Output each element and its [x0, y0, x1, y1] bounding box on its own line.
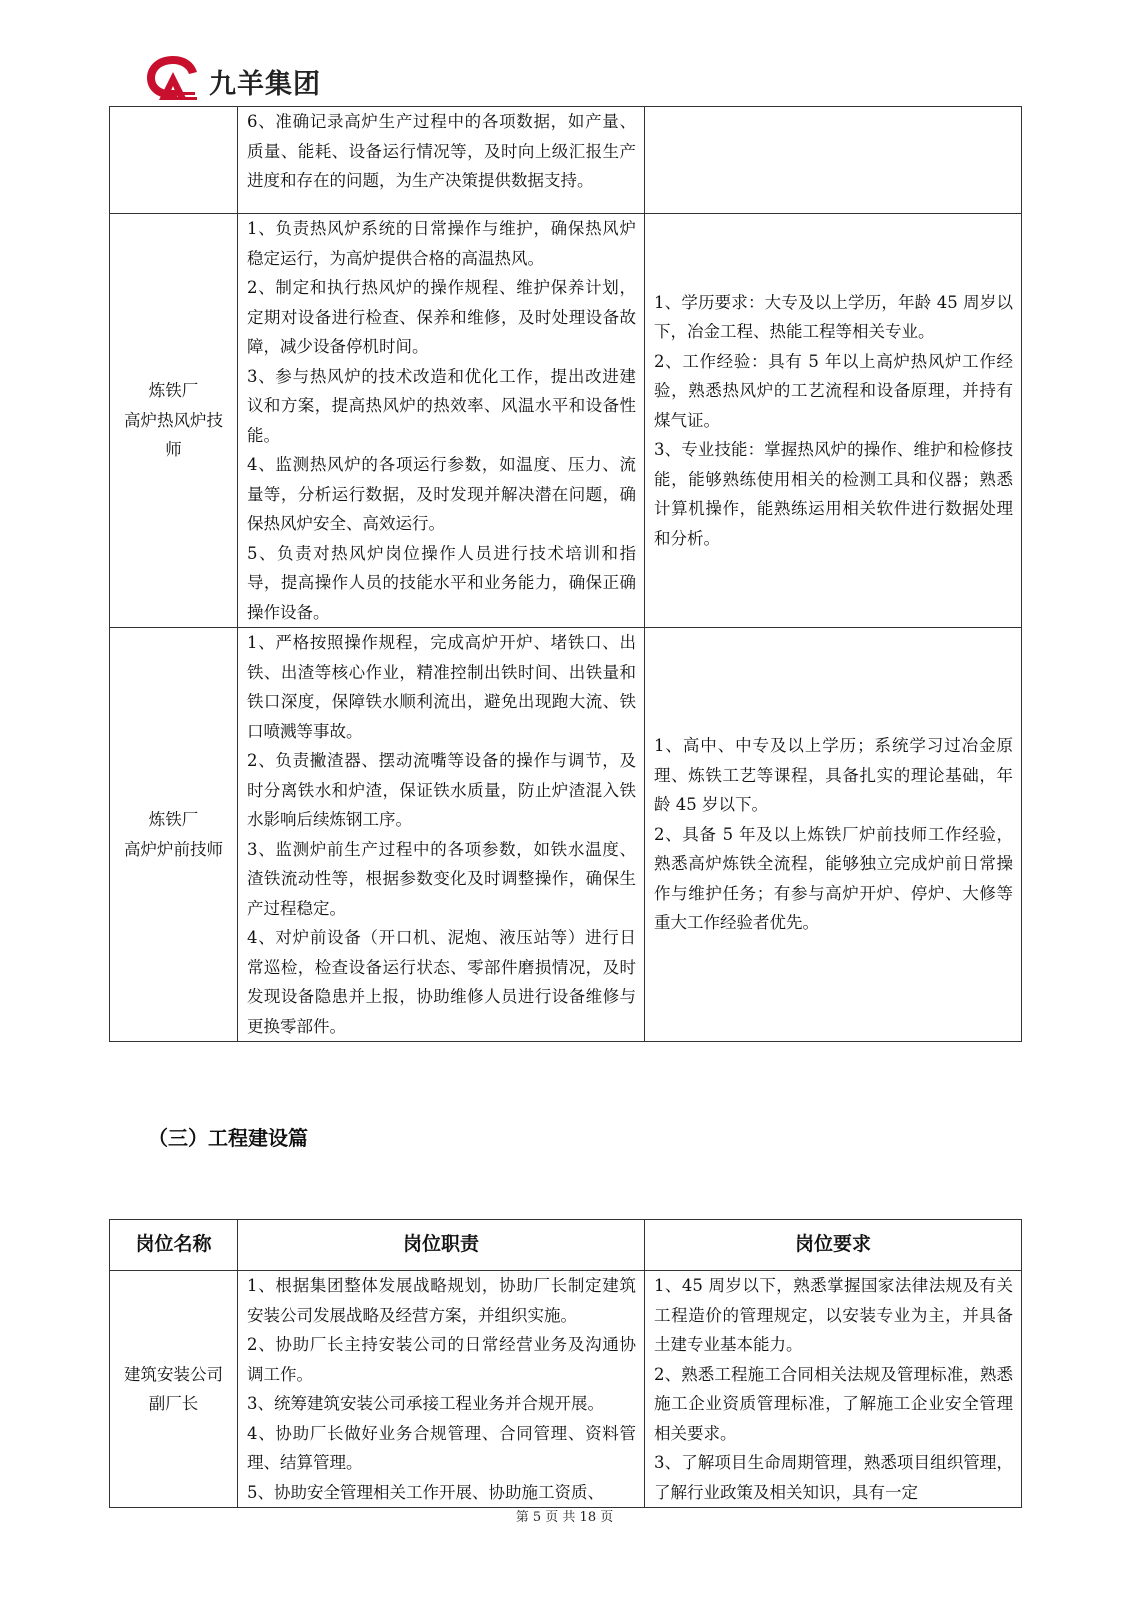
position-name-line: 高炉炉前技师 — [124, 839, 223, 859]
duty-item: 2、负责撇渣器、摆动流嘴等设备的操作与调节，及时分离铁水和炉渣，保证铁水质量，防止炉渣混入铁水影响后续炼钢工序。 — [247, 751, 636, 829]
duty-item: 1、根据集团整体发展战略规划，协助厂长制定建筑安装公司发展战略及经营方案，并组织实施。 — [247, 1276, 636, 1325]
position-name-line: 副厂长 — [148, 1394, 199, 1413]
duty-item: 4、监测热风炉的各项运行参数，如温度、压力、流量等，分析运行数据，及时发现并解决潜在问题，确保热风炉安全、高效运行。 — [247, 455, 636, 533]
requirements-cell — [645, 628, 1022, 1042]
duties-cell — [238, 107, 645, 214]
duty-item: 2、协助厂长主持安装公司的日常经营业务及沟通协调工作。 — [247, 1335, 636, 1384]
table-header-row — [110, 1220, 1022, 1271]
position-name-cell — [110, 628, 238, 1042]
duty-item: 3、参与热风炉的技术改造和优化工作，提出改进建议和方案，提高热风炉的热效率、风温水平和设备性能。 — [247, 366, 636, 445]
table-row — [110, 214, 1022, 628]
position-name-line: 师 — [165, 440, 182, 460]
duty-item: 2、制定和执行热风炉的操作规程、维护保养计划，定期对设备进行检查、保养和维修，及时处理设备故障，减少设备停机时间。 — [247, 278, 636, 356]
duty-item: 4、对炉前设备（开口机、泥炮、液压站等）进行日常巡检，检查设备运行状态、零部件磨损情况，及时发现设备隐患并上报，协助维修人员进行设备维修与更换零部件。 — [247, 928, 636, 1036]
requirement-item: 3、了解项目生命周期管理，熟悉项目组织管理，了解行业政策及相关知识，具有一定 — [654, 1453, 1013, 1502]
requirement-item: 2、熟悉工程施工合同相关法规及管理标准，熟悉施工企业资质管理标准，了解施工企业安全管理相关要求。 — [654, 1364, 1013, 1443]
position-name-line: 建筑安装公司 — [124, 1364, 223, 1384]
requirement-item: 1、高中、中专及以上学历；系统学习过冶金原理、炼铁工艺等课程，具备扎实的理论基础，年龄 45 岁以下。 — [654, 736, 1013, 815]
duty-item: 6、准确记录高炉生产过程中的各项数据，如产量、质量、能耗、设备运行情况等，及时向上级汇报生产进度和存在的问题，为生产决策提供数据支持。 — [247, 112, 636, 190]
position-name-line: 炼铁厂 — [148, 810, 199, 829]
requirement-item: 1、学历要求：大专及以上学历，年龄 45 周岁以下，冶金工程、热能工程等相关专业。 — [654, 292, 1013, 342]
position-name-line: 高炉热风炉技 — [124, 410, 223, 430]
duty-item: 4、协助厂长做好业务合规管理、合同管理、资料管理、结算管理。 — [247, 1423, 636, 1472]
duty-item: 1、严格按照操作规程，完成高炉开炉、堵铁口、出铁、出渣等核心作业，精准控制出铁时间、出铁量和铁口深度，保障铁水顺利流出，避免出现跑大流、铁口喷溅等事故。 — [247, 633, 636, 741]
duty-item: 5、负责对热风炉岗位操作人员进行技术培训和指导，提高操作人员的技能水平和业务能力，确保正确操作设备。 — [247, 543, 636, 622]
requirements-cell — [645, 1271, 1022, 1508]
duties-cell — [238, 214, 645, 628]
requirement-item: 2、具备 5 年及以上炼铁厂炉前技师工作经验，熟悉高炉炼铁全流程，能够独立完成炉前日常操作与维护任务；有参与高炉开炉、停炉、大修等重大工作经验者优先。 — [654, 824, 1013, 933]
header-position-name: 岗位名称 — [110, 1220, 238, 1271]
duty-item: 5、协助安全管理相关工作开展、协助施工资质、 — [247, 1482, 604, 1502]
header-position-requirements: 岗位要求 — [645, 1220, 1022, 1271]
page-number: 第 5 页 共 18 页 — [515, 1510, 614, 1525]
position-name-line: 炼铁厂 — [148, 381, 199, 401]
duty-item: 3、统筹建筑安装公司承接工程业务并合规开展。 — [247, 1394, 604, 1413]
company-logo — [143, 52, 343, 104]
logo-text: 九羊集团 — [209, 69, 321, 100]
position-name-cell — [110, 1271, 238, 1508]
requirement-item: 3、专业技能：掌握热风炉的操作、维护和检修技能，能够熟练使用相关的检测工具和仪器；熟悉计算机操作，能熟练运用相关软件进行数据处理和分析。 — [654, 440, 1013, 548]
jobs-table-continued — [109, 106, 1022, 1042]
duties-cell — [238, 628, 645, 1042]
jiuyang-logo-icon — [143, 52, 205, 104]
requirements-cell — [645, 107, 1022, 214]
table-row — [110, 1271, 1022, 1508]
duties-cell — [238, 1271, 645, 1508]
header-position-duties: 岗位职责 — [238, 1220, 645, 1271]
jobs-table-engineering — [109, 1219, 1022, 1508]
requirement-item: 1、45 周岁以下，熟悉掌握国家法律法规及有关工程造价的管理规定，以安装专业为主，并具备土建专业基本能力。 — [654, 1276, 1013, 1354]
table-row — [110, 107, 1022, 214]
table-row — [110, 628, 1022, 1042]
section-heading: （三）工程建设篇 — [148, 1126, 308, 1150]
position-name-cell — [110, 107, 238, 214]
duty-item: 1、负责热风炉系统的日常操作与维护，确保热风炉稳定运行，为高炉提供合格的高温热风。 — [247, 219, 636, 268]
position-name-cell — [110, 214, 238, 628]
requirement-item: 2、工作经验：具有 5 年以上高炉热风炉工作经验，熟悉热风炉的工艺流程和设备原理，并持有煤气证。 — [654, 351, 1013, 430]
requirements-cell — [645, 214, 1022, 628]
duty-item: 3、监测炉前生产过程中的各项参数，如铁水温度、渣铁流动性等，根据参数变化及时调整操作，确保生产过程稳定。 — [247, 839, 636, 918]
